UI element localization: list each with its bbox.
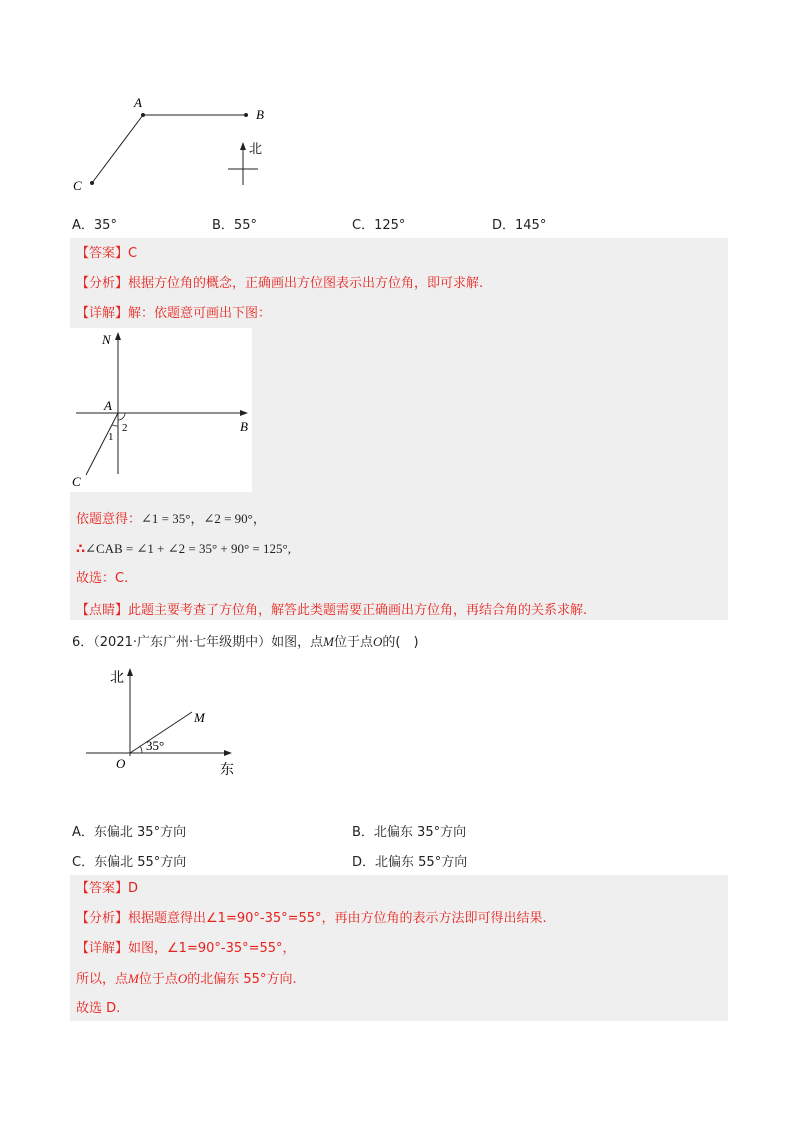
label-a: A xyxy=(104,398,112,413)
option-value: 125° xyxy=(374,218,406,233)
q5-analysis xyxy=(76,274,483,294)
point-c xyxy=(90,181,94,185)
option-letter: A． xyxy=(72,218,94,233)
q5-option-d[interactable] xyxy=(492,214,546,233)
north-arrow-head xyxy=(240,142,246,150)
option-letter: A． xyxy=(72,825,94,840)
option-letter: D． xyxy=(492,218,516,233)
equation-text: ∠CAB = ∠1 + ∠2 = 35° + 90° = 125°, xyxy=(85,541,291,556)
analysis-tag: 【分析】 xyxy=(76,276,129,291)
q5-choice: 故选：C. xyxy=(76,571,129,586)
q5-option-c[interactable] xyxy=(352,214,405,233)
question-source: （2021·广东广州·七年级期中） xyxy=(93,635,272,650)
label-m: M xyxy=(194,710,205,725)
q6-detail xyxy=(76,939,296,959)
q5-option-a[interactable] xyxy=(72,214,117,233)
figure-background xyxy=(66,328,252,492)
label-angle-2: 2 xyxy=(122,422,128,434)
q6-conclusion xyxy=(76,969,297,990)
q6-choice: 故选 D. xyxy=(76,1001,121,1016)
stem-text-1: 如图，点 xyxy=(271,635,324,650)
label-angle-35: 35° xyxy=(146,738,165,753)
north-axis-arrow xyxy=(127,668,133,676)
detail-tag: 【详解】 xyxy=(76,306,129,321)
label-c: C xyxy=(72,474,81,489)
option-letter: B． xyxy=(352,825,374,840)
equation-text: ∠1 = 35°，∠2 = 90°， xyxy=(141,511,266,526)
label-north: 北 xyxy=(110,670,124,686)
comment-tag: 【点睛】 xyxy=(76,603,129,618)
question-number: 6． xyxy=(72,635,94,650)
option-letter: D． xyxy=(352,855,376,870)
conclusion-point-m: M xyxy=(128,971,139,986)
q6-analysis xyxy=(76,909,547,929)
stem-point-o: O xyxy=(373,634,383,649)
answer-text: C xyxy=(128,246,138,261)
angle-arc-35 xyxy=(140,746,142,753)
stem-point-m: M xyxy=(323,634,334,649)
segment-ac xyxy=(92,115,143,183)
option-value: 东偏北 55°方向 xyxy=(94,855,187,870)
conclusion-text-2: 位于点 xyxy=(138,972,178,987)
q6-answer xyxy=(76,879,138,899)
q6-stem xyxy=(72,632,419,653)
option-value: 55° xyxy=(233,218,257,233)
q5-comment xyxy=(76,601,587,621)
label-n: N xyxy=(102,332,111,347)
point-a xyxy=(141,113,145,117)
q5-option-b[interactable] xyxy=(212,214,257,233)
therefore-symbol: ∴ xyxy=(76,542,86,557)
q5-equation-1 xyxy=(76,509,266,530)
figure-abc-north xyxy=(60,90,300,200)
option-letter: C． xyxy=(72,855,95,870)
q6-option-d[interactable] xyxy=(352,851,467,870)
detail-text: 解：依题意可画出下图： xyxy=(128,306,272,321)
label-b: B xyxy=(256,107,264,122)
option-letter: C． xyxy=(352,218,375,233)
conclusion-point-o: O xyxy=(177,971,188,986)
label-east: 东 xyxy=(220,762,234,778)
figure-om-direction xyxy=(80,660,250,784)
option-letter: B． xyxy=(212,218,234,233)
answer-text: D xyxy=(128,881,139,896)
analysis-tag: 【分析】 xyxy=(76,911,129,926)
answer-tag: 【答案】 xyxy=(76,246,129,261)
option-value: 北偏东 35°方向 xyxy=(373,825,467,840)
option-value: 东偏北 35°方向 xyxy=(93,825,187,840)
label-a: A xyxy=(134,95,142,110)
label-c: C xyxy=(73,178,82,193)
q6-option-b[interactable] xyxy=(352,821,466,840)
detail-tag: 【详解】 xyxy=(76,941,129,956)
analysis-text: 根据题意得出∠1=90°-35°=55°，再由方位角的表示方法即可得出结果. xyxy=(128,911,547,926)
option-value: 北偏东 55°方向 xyxy=(375,855,468,870)
detail-text: 如图，∠1=90°-35°=55°， xyxy=(128,941,296,956)
comment-text: 此题主要考查了方位角，解答此类题需要正确画出方位角，再结合角的关系求解. xyxy=(128,603,588,618)
option-value: 145° xyxy=(515,218,547,233)
figure-direction-diagram xyxy=(66,328,252,492)
label-o: O xyxy=(116,756,126,771)
option-value: 35° xyxy=(93,218,117,233)
label-b: B xyxy=(240,419,248,434)
label-angle-1: 1 xyxy=(108,431,114,443)
q6-option-a[interactable] xyxy=(72,821,186,840)
q5-equation-2 xyxy=(76,539,291,560)
equation-prefix: 依题意得： xyxy=(76,512,142,527)
q5-detail xyxy=(76,304,271,324)
stem-text-3: 的( ) xyxy=(382,635,419,650)
stem-text-2: 位于点 xyxy=(334,635,374,650)
point-b xyxy=(244,113,248,117)
east-axis-arrow xyxy=(224,750,232,756)
q6-option-c[interactable] xyxy=(72,851,186,870)
analysis-text: 根据方位角的概念，正确画出方位图表示出方位角，即可求解. xyxy=(128,276,484,291)
conclusion-text-3: 的北偏东 55°方向. xyxy=(187,972,297,987)
q5-answer xyxy=(76,244,137,264)
conclusion-text-1: 所以，点 xyxy=(76,972,129,987)
answer-tag: 【答案】 xyxy=(76,881,129,896)
north-label: 北 xyxy=(249,142,263,157)
